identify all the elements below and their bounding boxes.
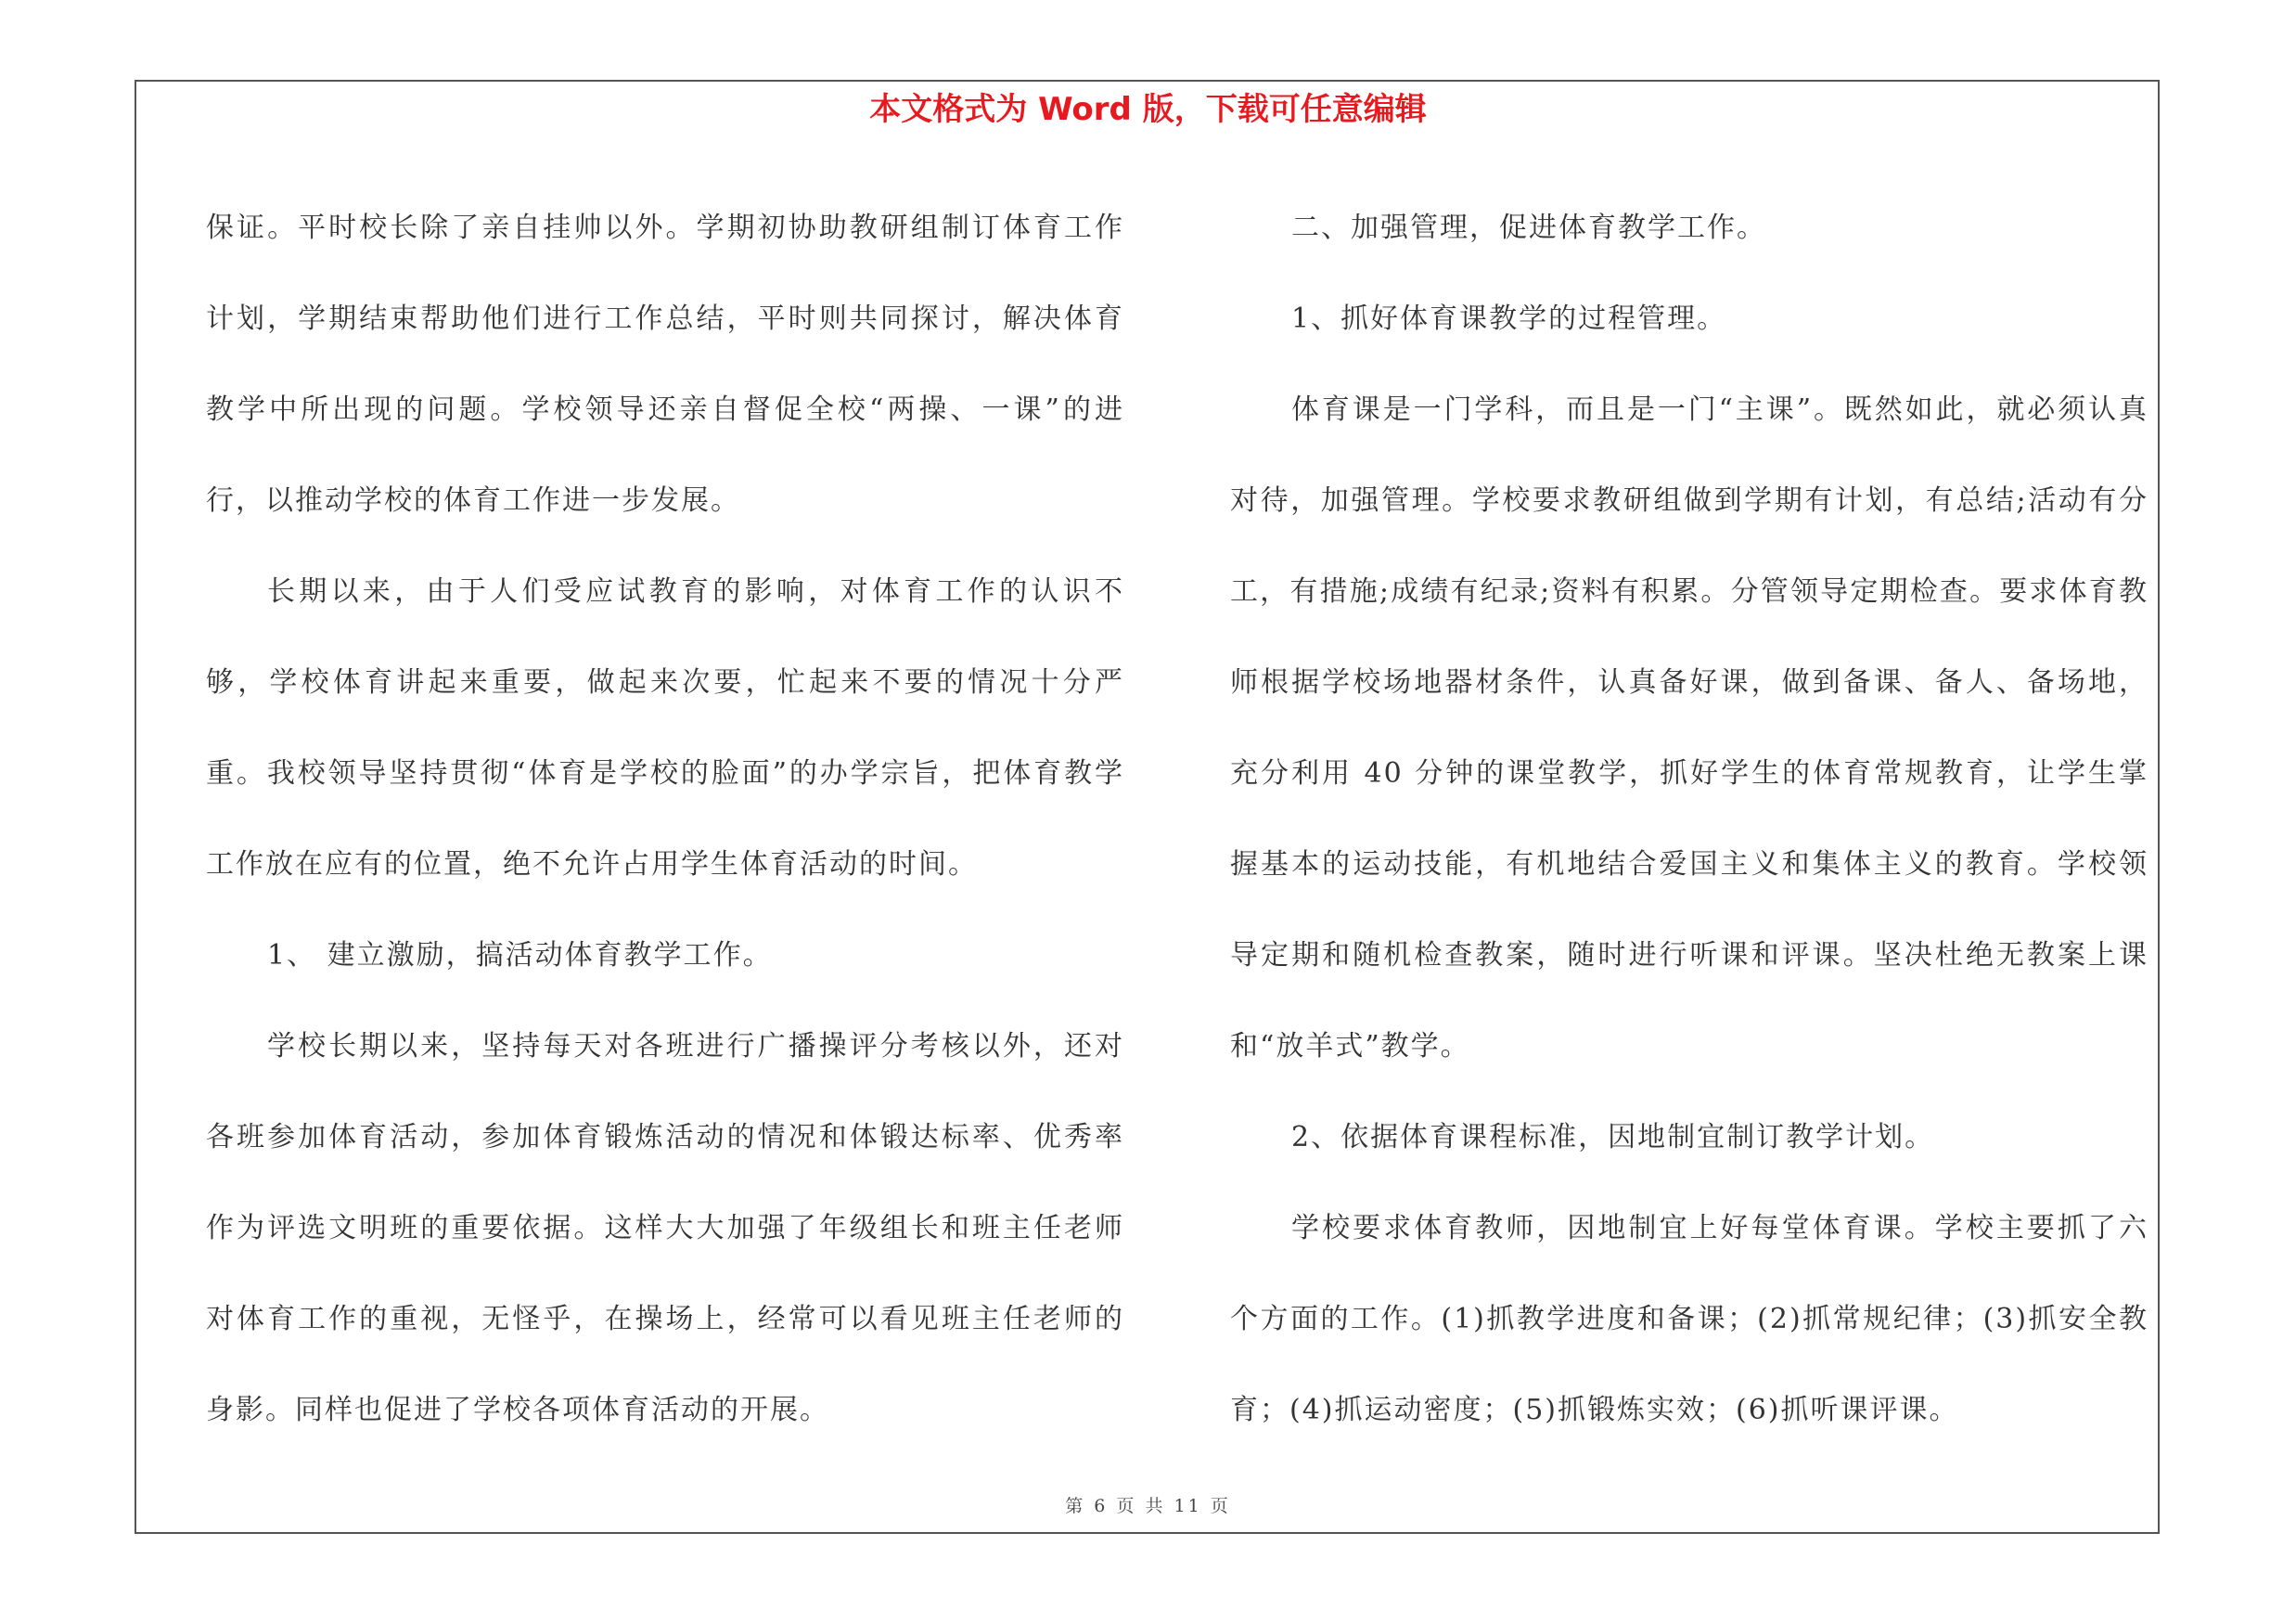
paragraph: 体育课是一门学科，而且是一门“主课”。既然如此，就必须认真对待，加强管理。学校要求教研组做到学期有计划，有总结;活动有分工，有措施;成绩有纪录;资料有积累。分管领导定期检查。要求体育教师根据学校场地器材条件，认真备好课，做到备课、备人、备场地，充分利用 40 分钟的课堂教学，抓好学生的体育常规教育，让学生掌握基本的运动技能，有机地结合爱国主义和集体主义的教育。学校领导定期和随机检查教案，随时进行听课和评课。坚决杜绝无教案上课和“放羊式”教学。 xyxy=(1230,393,2148,1063)
page-number: 第 6 页 共 11 页 xyxy=(1065,1496,1231,1516)
right-column xyxy=(1230,183,2148,1456)
section-heading: 二、加强管理，促进体育教学工作。 xyxy=(1291,212,1766,244)
paragraph: 学校长期以来，坚持每天对各班进行广播操评分考核以外，还对各班参加体育活动，参加体育锻炼活动的情况和体锻达标率、优秀率作为评选文明班的重要依据。这样大大加强了年级组长和班主任老师对体育工作的重视，无怪乎，在操场上，经常可以看见班主任老师的身影。同样也促进了学校各项体育活动的开展。 xyxy=(206,1030,1124,1426)
subsection-heading: 1、抓好体育课教学的过程管理。 xyxy=(1291,303,1727,335)
format-banner: 本文格式为 Word 版，下载可任意编辑 xyxy=(869,91,1427,128)
section-heading: 1、 建立激励，搞活动体育教学工作。 xyxy=(267,939,773,972)
subsection-heading: 2、依据体育课程标准，因地制宜制订教学计划。 xyxy=(1291,1121,1935,1153)
paragraph: 学校要求体育教师，因地制宜上好每堂体育课。学校主要抓了六个方面的工作。(1)抓教学进度和备课；(2)抓常规纪律；(3)抓安全教育；(4)抓运动密度；(5)抓锻炼实效；(6)抓听课评课。 xyxy=(1230,1212,2148,1426)
paragraph: 保证。平时校长除了亲自挂帅以外。学期初协助教研组制订体育工作计划，学期结束帮助他们进行工作总结，平时则共同探讨，解决体育教学中所出现的问题。学校领导还亲自督促全校“两操、一课”的进行，以推动学校的体育工作进一步发展。 xyxy=(206,212,1124,517)
left-column xyxy=(206,183,1124,1456)
paragraph: 长期以来，由于人们受应试教育的影响，对体育工作的认识不够，学校体育讲起来重要，做起来次要，忙起来不要的情况十分严重。我校领导坚持贯彻“体育是学校的脸面”的办学宗旨，把体育教学工作放在应有的位置，绝不允许占用学生体育活动的时间。 xyxy=(206,575,1124,881)
